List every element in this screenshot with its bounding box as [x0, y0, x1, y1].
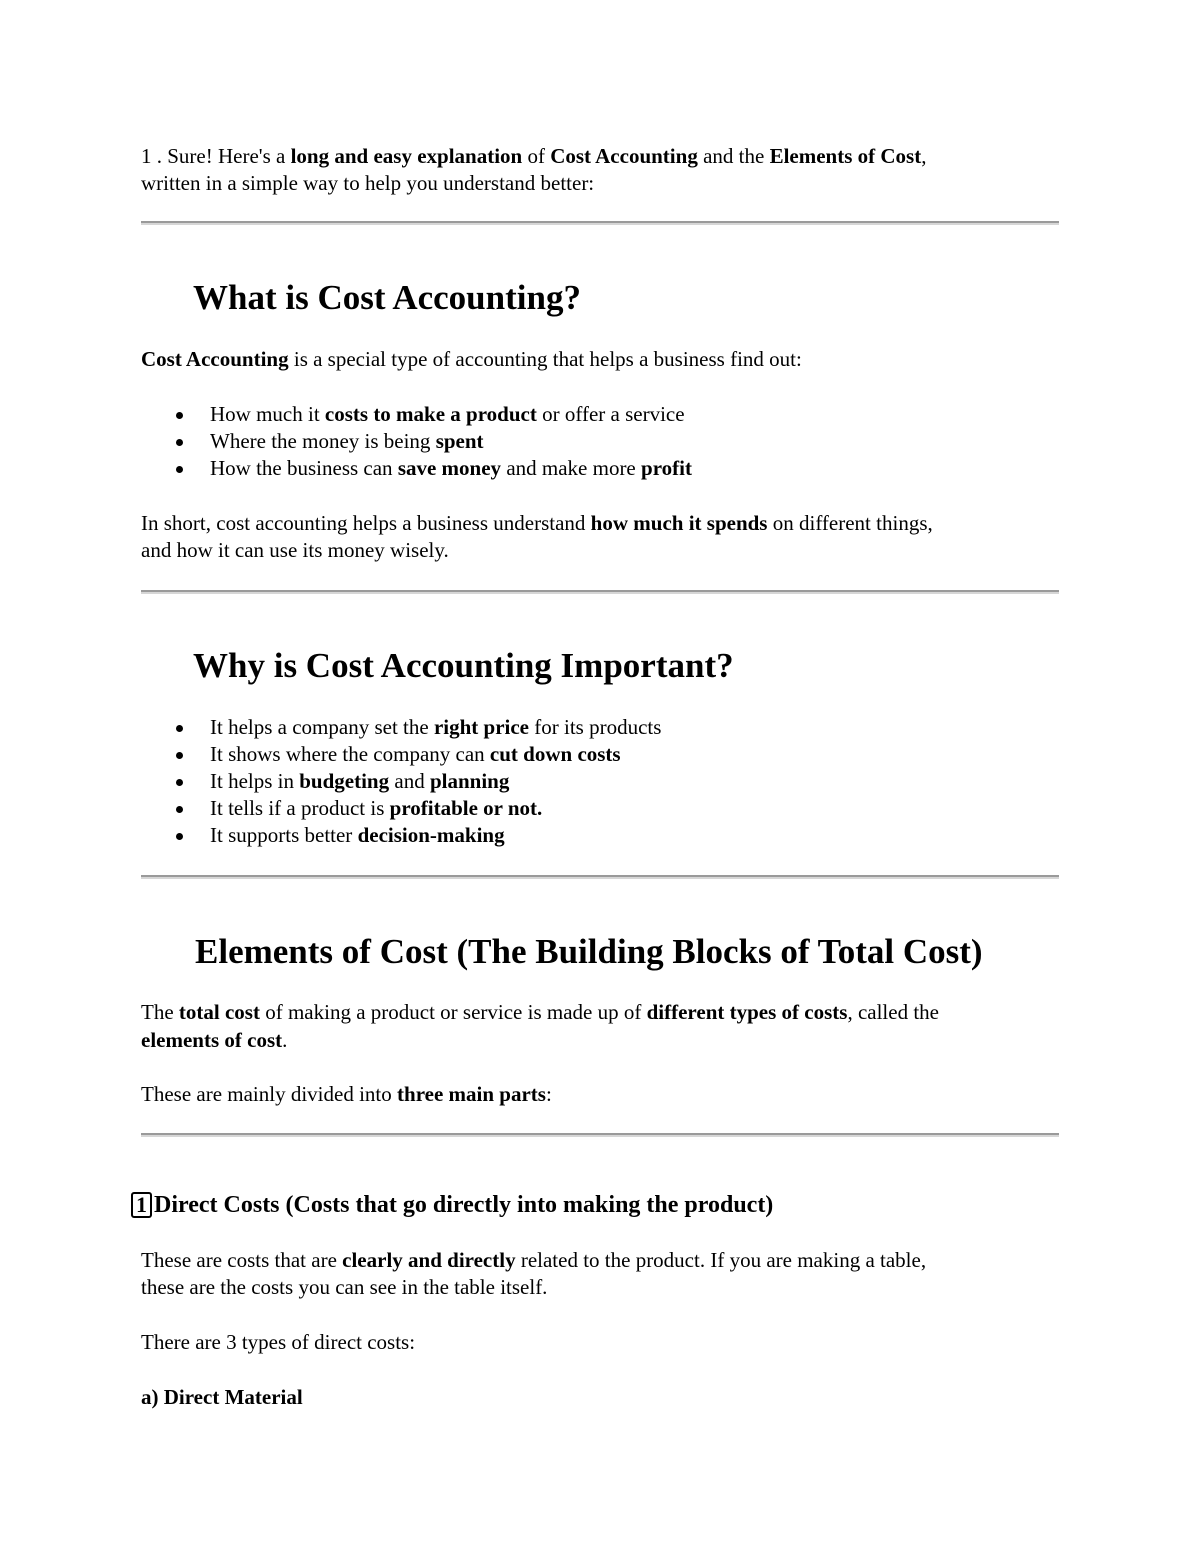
section4-paragraph-line-2: these are the costs you can see in the table itself.: [141, 1275, 548, 1299]
section3-paragraph-line-1: [141, 999, 1061, 1026]
list-item: [141, 714, 661, 741]
text-run: How much it: [210, 402, 325, 426]
text-run: It supports better: [210, 823, 358, 847]
bold-run: budgeting: [299, 769, 390, 793]
bold-run: profit: [641, 456, 692, 480]
text-run: The: [141, 1000, 179, 1024]
section3-paragraph-2: [141, 1081, 1061, 1108]
list-item: [141, 768, 661, 795]
horizontal-rule: [141, 221, 1059, 225]
bold-run: clearly and directly: [342, 1248, 516, 1272]
section1-paragraph: [141, 346, 1061, 373]
intro-line-2: written in a simple way to help you understand better:: [141, 171, 595, 195]
text-run: In short, cost accounting helps a business understand: [141, 511, 591, 535]
heading-text: Direct Costs (Costs that go directly into making the product): [154, 1192, 774, 1218]
list-item: [141, 795, 661, 822]
text-run: Where the money is being: [210, 429, 436, 453]
text-run: , called the: [847, 1000, 939, 1024]
bold-run: total cost: [178, 1000, 260, 1024]
text-run: on different things,: [767, 511, 933, 535]
heading-direct-costs: [131, 1190, 773, 1220]
section1-summary-line-1: [141, 510, 1061, 537]
section1-bullet-list: [141, 401, 692, 482]
subheading-direct-material: a) Direct Material: [141, 1385, 303, 1409]
text-run: .: [282, 1028, 288, 1052]
text-run: These are costs that are: [141, 1248, 343, 1272]
intro-line-1: [141, 143, 1061, 170]
heading-what-is-cost-accounting: What is Cost Accounting?: [193, 278, 581, 317]
text-run: related to the product. If you are making a table,: [515, 1248, 927, 1272]
section2-bullet-list: [141, 714, 661, 849]
list-item: [141, 455, 692, 482]
section1-summary-line-2: and how it can use its money wisely.: [141, 538, 449, 562]
section3-paragraph-line-2: [141, 1027, 1061, 1054]
bold-run: Cost Accounting: [141, 347, 289, 371]
horizontal-rule: [141, 1133, 1059, 1137]
list-item: [141, 741, 661, 768]
bold-run: costs to make a product: [324, 402, 537, 426]
text-run: These are mainly divided into: [141, 1082, 398, 1106]
text-run: and make more: [501, 456, 642, 480]
text-run: and the: [697, 144, 770, 168]
text-run: 1 . Sure! Here's a: [141, 144, 291, 168]
text-run: It helps a company set the: [210, 715, 434, 739]
bold-run: save money: [397, 456, 502, 480]
text-run: of making a product or service is made up of: [259, 1000, 647, 1024]
text-run: :: [545, 1082, 552, 1106]
text-run: of: [522, 144, 551, 168]
text-run: for its products: [529, 715, 662, 739]
list-item: [141, 428, 692, 455]
text-run: It shows where the company can: [210, 742, 490, 766]
heading-elements-of-cost: Elements of Cost (The Building Blocks of Total Cost): [195, 932, 983, 971]
section4-paragraph-line-1: [141, 1247, 1061, 1274]
bold-run: planning: [429, 769, 510, 793]
text-run: ,: [921, 144, 927, 168]
bold-run: elements of cost: [141, 1028, 283, 1052]
bold-run: Cost Accounting: [550, 144, 698, 168]
bold-run: right price: [433, 715, 529, 739]
bold-run: three main parts: [397, 1082, 546, 1106]
bold-run: Elements of Cost: [769, 144, 922, 168]
bold-run: cut down costs: [489, 742, 621, 766]
section4-paragraph-2: There are 3 types of direct costs:: [141, 1330, 416, 1354]
text-run: It tells if a product is: [210, 796, 390, 820]
bold-run: spent: [435, 429, 484, 453]
bold-run: different types of costs: [646, 1000, 848, 1024]
text-run: It helps in: [210, 769, 300, 793]
bold-run: decision-making: [357, 823, 505, 847]
list-item: [141, 401, 692, 428]
horizontal-rule: [141, 590, 1059, 594]
bold-run: profitable or not.: [389, 796, 543, 820]
text-run: and: [389, 769, 430, 793]
heading-why-important: Why is Cost Accounting Important?: [193, 646, 734, 685]
text-run: How the business can: [210, 456, 398, 480]
text-run: or offer a service: [536, 402, 685, 426]
list-item: [141, 822, 661, 849]
number-keycap-icon: 1: [131, 1192, 152, 1218]
bold-run: how much it spends: [590, 511, 768, 535]
horizontal-rule: [141, 875, 1059, 879]
bold-run: long and easy explanation: [290, 144, 523, 168]
text-run: is a special type of accounting that helps a business find out:: [288, 347, 802, 371]
